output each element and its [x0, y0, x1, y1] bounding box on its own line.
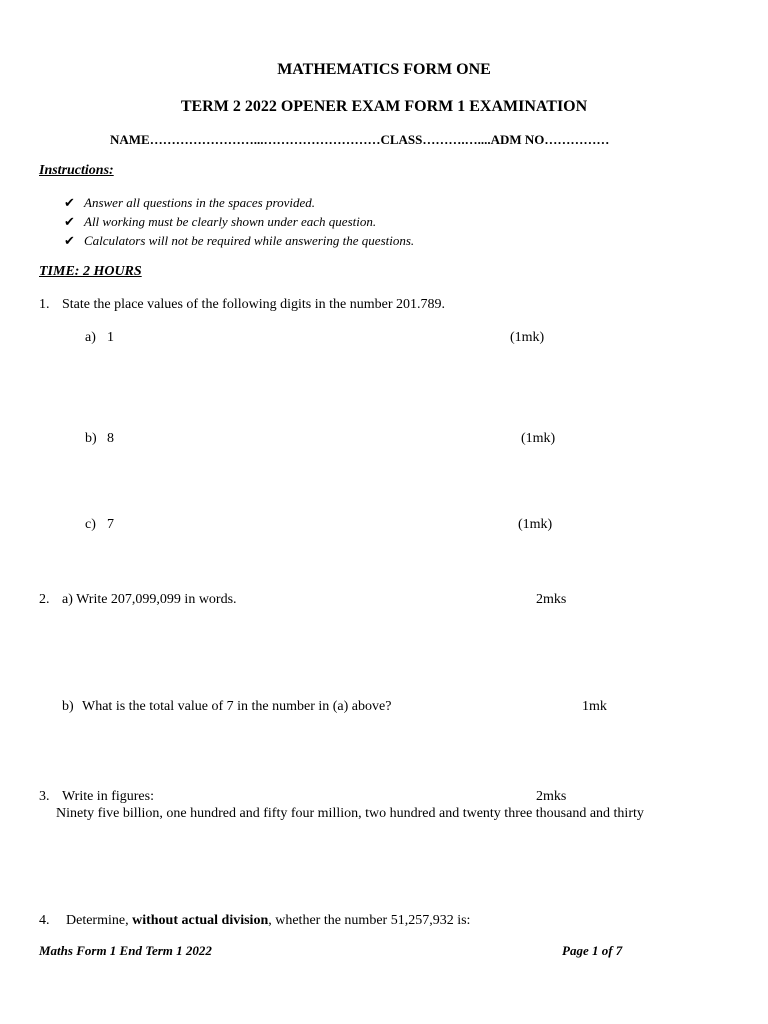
instruction-item: ✔ Calculators will not be required while answering the questions.	[64, 233, 415, 248]
question-1a-label: a)	[85, 330, 96, 345]
question-3-body: Ninety five billion, one hundred and fifty four million, two hundred and twenty three thousand and thirty	[56, 806, 644, 821]
question-4-number: 4.	[39, 913, 50, 928]
question-2b-label: b)	[62, 699, 74, 714]
check-icon: ✔	[64, 214, 75, 229]
question-4-text: Determine, without actual division, whether the number 51,257,932 is:	[66, 913, 471, 928]
question-1a-text: 1	[107, 330, 114, 345]
question-2a-marks: 2mks	[536, 592, 567, 607]
footer-left: Maths Form 1 End Term 1 2022	[39, 943, 212, 958]
question-2-number: 2.	[39, 592, 50, 607]
check-icon: ✔	[64, 195, 75, 210]
instructions-heading: Instructions:	[39, 163, 114, 178]
question-1-number: 1.	[39, 297, 50, 312]
exam-subtitle: TERM 2 2022 OPENER EXAM FORM 1 EXAMINATION	[180, 98, 588, 115]
instruction-item: ✔ All working must be clearly shown under each question.	[64, 214, 377, 229]
question-1b-text: 8	[107, 431, 114, 446]
question-2a-text: a) Write 207,099,099 in words.	[62, 592, 237, 607]
question-1c-marks: (1mk)	[518, 517, 553, 532]
question-1c-text: 7	[107, 517, 114, 532]
instruction-item: ✔ Answer all questions in the spaces provided.	[64, 195, 315, 210]
page-title: MATHEMATICS FORM ONE	[277, 61, 491, 78]
page-number: Page 1 of 7	[562, 943, 623, 958]
question-2b-text: What is the total value of 7 in the number in (a) above?	[82, 699, 392, 714]
question-3-text: Write in figures:	[62, 789, 154, 804]
time-allowed: TIME: 2 HOURS	[39, 264, 142, 279]
question-3-marks: 2mks	[536, 789, 567, 804]
question-1c-label: c)	[85, 517, 96, 532]
question-4-emphasis: without actual division	[132, 913, 269, 928]
question-1b-marks: (1mk)	[521, 431, 556, 446]
question-1-text: State the place values of the following digits in the number 201.789.	[62, 297, 445, 312]
question-1b-label: b)	[85, 431, 97, 446]
question-3-number: 3.	[39, 789, 50, 804]
student-details-line: NAME……………………...………………………CLASS……….…....ADM NO……………	[110, 132, 610, 147]
check-icon: ✔	[64, 233, 75, 248]
question-2b-marks: 1mk	[582, 699, 607, 714]
question-1a-marks: (1mk)	[510, 330, 545, 345]
